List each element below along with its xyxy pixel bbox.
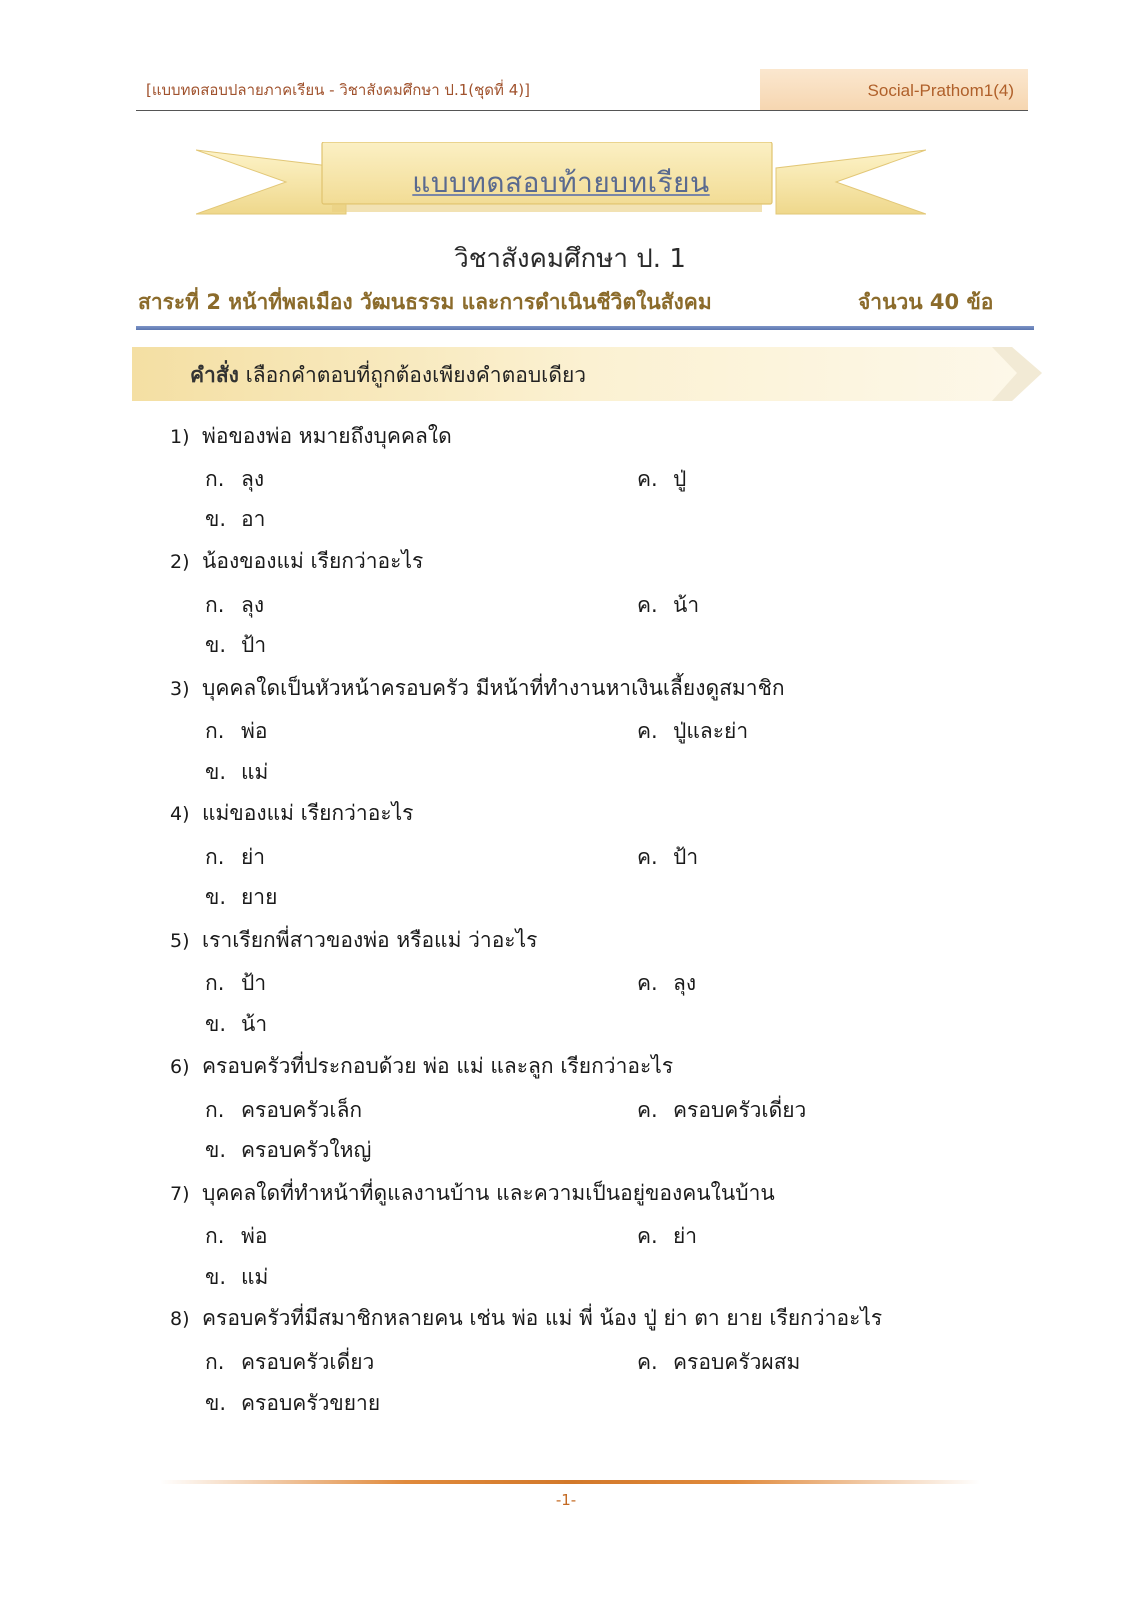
choice-c — [637, 589, 699, 622]
header-title: [แบบทดสอบปลายภาคเรียน - วิชาสังคมศึกษา ป.1(ชุดที่ 4)] — [146, 81, 530, 99]
choice-letter: ค. — [637, 1350, 658, 1374]
choice-text: ครอบครัวเดี่ยว — [673, 1098, 807, 1122]
choice-c — [637, 1346, 800, 1379]
choice-letter: ค. — [637, 467, 658, 491]
instruction-label: คำสั่ง — [190, 363, 239, 387]
title-banner — [196, 142, 926, 228]
choice-c — [637, 841, 698, 874]
choice-text: ครอบครัวเดี่ยว — [241, 1350, 375, 1374]
choice-b — [205, 756, 268, 789]
question-number: 3) — [170, 678, 190, 700]
question-text: แม่ของแม่ เรียกว่าอะไร — [202, 801, 414, 825]
question-3 — [170, 672, 785, 705]
choice-a — [205, 841, 265, 874]
header-code: Social-Prathom1(4) — [867, 81, 1014, 100]
choice-letter: ก. — [205, 971, 225, 995]
choice-text: อา — [241, 507, 266, 531]
choice-letter: ข. — [205, 1138, 227, 1162]
choice-letter: ข. — [205, 885, 227, 909]
choice-c — [637, 967, 696, 1000]
section-divider — [136, 326, 1034, 330]
choice-text: ป้า — [241, 633, 267, 657]
choice-b — [205, 1387, 380, 1420]
choice-a — [205, 1346, 374, 1379]
choice-a — [205, 1220, 267, 1253]
choice-b — [205, 1008, 267, 1041]
choice-b — [205, 503, 265, 536]
choice-letter: ก. — [205, 593, 225, 617]
question-5 — [170, 924, 537, 957]
choice-text: ยาย — [241, 885, 278, 909]
choice-text: ครอบครัวผสม — [673, 1350, 801, 1374]
question-number: 1) — [170, 426, 190, 448]
instruction-body: เลือกคำตอบที่ถูกต้องเพียงคำตอบเดียว — [238, 363, 587, 387]
choice-c — [637, 1094, 806, 1127]
choice-a — [205, 715, 267, 748]
question-8 — [170, 1302, 882, 1335]
subject-title: วิชาสังคมศึกษา ป. 1 — [454, 244, 686, 274]
choice-a — [205, 463, 264, 496]
choice-b — [205, 881, 277, 914]
choice-text: ปู่ — [673, 467, 687, 491]
choice-c — [637, 1220, 697, 1253]
choice-letter: ข. — [205, 1391, 227, 1415]
banner-title: แบบทดสอบท้ายบทเรียน — [412, 166, 710, 199]
choice-letter: ข. — [205, 1265, 227, 1289]
choice-a — [205, 967, 266, 1000]
choice-letter: ก. — [205, 845, 225, 869]
choice-text: ครอบครัวเล็ก — [241, 1098, 363, 1122]
question-6 — [170, 1050, 673, 1083]
choice-text: ป้า — [673, 845, 699, 869]
question-number: 6) — [170, 1056, 190, 1078]
choice-letter: ค. — [637, 1098, 658, 1122]
strand-title: สาระที่ 2 หน้าที่พลเมือง วัฒนธรรม และการดำเนินชีวิตในสังคม — [138, 290, 712, 314]
choice-text: ปู่และย่า — [673, 719, 749, 743]
choice-letter: ก. — [205, 1098, 225, 1122]
choice-b — [205, 629, 266, 662]
choice-letter: ก. — [205, 719, 225, 743]
choice-c — [637, 715, 748, 748]
question-count: จำนวน 40 ข้อ — [858, 290, 994, 314]
choice-text: ครอบครัวใหญ่ — [241, 1138, 372, 1162]
question-4 — [170, 797, 413, 830]
choice-text: พ่อ — [241, 1224, 268, 1248]
choice-letter: ก. — [205, 1350, 225, 1374]
question-7 — [170, 1177, 775, 1210]
question-text: น้องของแม่ เรียกว่าอะไร — [202, 549, 424, 573]
choice-letter: ข. — [205, 760, 227, 784]
question-text: พ่อของพ่อ หมายถึงบุคคลใด — [202, 424, 452, 448]
choice-letter: ค. — [637, 971, 658, 995]
choice-letter: ค. — [637, 719, 658, 743]
choice-text: ลุง — [241, 467, 265, 491]
question-1 — [170, 420, 452, 453]
choice-text: แม่ — [241, 760, 269, 784]
choice-text: ครอบครัวขยาย — [241, 1391, 381, 1415]
page-number: -1- — [555, 1491, 577, 1509]
choice-c — [637, 463, 686, 496]
instruction-text — [190, 359, 586, 392]
choice-text: ลุง — [241, 593, 265, 617]
question-text: ครอบครัวที่ประกอบด้วย พ่อ แม่ และลูก เรียกว่าอะไร — [202, 1054, 674, 1078]
choice-letter: ข. — [205, 1012, 227, 1036]
choice-a — [205, 589, 264, 622]
choice-letter: ค. — [637, 1224, 658, 1248]
question-number: 7) — [170, 1183, 190, 1205]
choice-letter: ค. — [637, 845, 658, 869]
header-code-box — [760, 69, 1028, 111]
choice-a — [205, 1094, 362, 1127]
choice-b — [205, 1134, 371, 1167]
question-number: 8) — [170, 1308, 190, 1330]
question-text: บุคคลใดเป็นหัวหน้าครอบครัว มีหน้าที่ทำงานหาเงินเลี้ยงดูสมาชิก — [202, 676, 785, 700]
question-text: เราเรียกพี่สาวของพ่อ หรือแม่ ว่าอะไร — [202, 928, 538, 952]
choice-letter: ข. — [205, 507, 227, 531]
choice-letter: ค. — [637, 593, 658, 617]
choice-text: ย่า — [241, 845, 266, 869]
choice-text: แม่ — [241, 1265, 269, 1289]
choice-text: ย่า — [673, 1224, 698, 1248]
choice-letter: ข. — [205, 633, 227, 657]
choice-text: น้า — [241, 1012, 268, 1036]
choice-text: ป้า — [241, 971, 267, 995]
question-2 — [170, 545, 423, 578]
question-text: ครอบครัวที่มีสมาชิกหลายคน เช่น พ่อ แม่ พี่ น้อง ปู่ ย่า ตา ยาย เรียกว่าอะไร — [202, 1306, 883, 1330]
question-number: 2) — [170, 551, 190, 573]
choice-text: น้า — [673, 593, 700, 617]
choice-b — [205, 1261, 268, 1294]
choice-text: พ่อ — [241, 719, 268, 743]
header-divider — [136, 110, 1028, 111]
choice-letter: ก. — [205, 467, 225, 491]
choice-text: ลุง — [673, 971, 697, 995]
footer-divider — [160, 1480, 980, 1484]
question-text: บุคคลใดที่ทำหน้าที่ดูแลงานบ้าน และความเป็นอยู่ของคนในบ้าน — [202, 1181, 775, 1205]
question-number: 5) — [170, 930, 190, 952]
question-number: 4) — [170, 803, 190, 825]
choice-letter: ก. — [205, 1224, 225, 1248]
instruction-bar — [132, 345, 1044, 403]
